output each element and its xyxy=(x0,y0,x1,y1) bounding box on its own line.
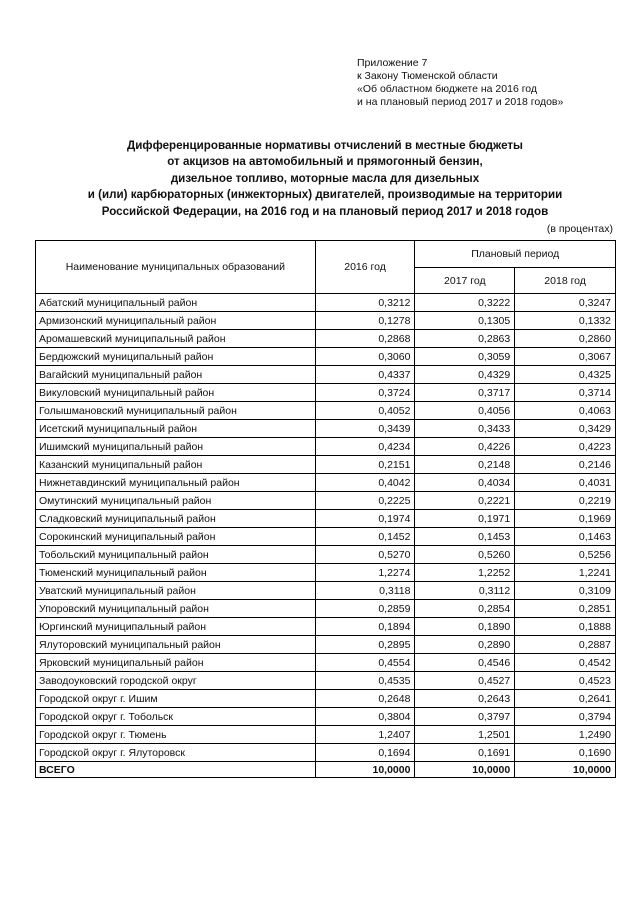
value-2018: 0,3067 xyxy=(515,348,616,366)
value-2017: 0,5260 xyxy=(415,546,515,564)
value-2018: 0,1690 xyxy=(515,744,616,762)
value-2016: 0,4234 xyxy=(315,438,415,456)
value-2016: 0,3118 xyxy=(315,582,415,600)
value-2017: 0,1890 xyxy=(415,618,515,636)
value-2018: 0,2146 xyxy=(515,456,616,474)
value-2018: 0,2851 xyxy=(515,600,616,618)
value-2018: 0,3714 xyxy=(515,384,616,402)
header-planned-period: Плановый период xyxy=(415,241,616,268)
value-2017: 1,2501 xyxy=(415,726,515,744)
municipality-name: Казанский муниципальный район xyxy=(36,456,316,474)
value-2018: 0,3794 xyxy=(515,708,616,726)
municipality-name: Городской округ г. Тюмень xyxy=(36,726,316,744)
value-2018: 0,5256 xyxy=(515,546,616,564)
value-2018: 0,1332 xyxy=(515,312,616,330)
value-2017: 0,4034 xyxy=(415,474,515,492)
total-2017: 10,0000 xyxy=(415,762,515,778)
value-2016: 0,3804 xyxy=(315,708,415,726)
value-2018: 0,1463 xyxy=(515,528,616,546)
municipality-name: Городской округ г. Ялуторовск xyxy=(36,744,316,762)
value-2017: 0,2643 xyxy=(415,690,515,708)
table-row xyxy=(36,330,616,348)
table-row xyxy=(36,366,616,384)
value-2017: 0,3222 xyxy=(415,294,515,312)
value-2017: 0,4527 xyxy=(415,672,515,690)
value-2016: 0,4337 xyxy=(315,366,415,384)
value-2017: 0,2890 xyxy=(415,636,515,654)
value-2018: 0,4063 xyxy=(515,402,616,420)
value-2016: 0,2648 xyxy=(315,690,415,708)
table-row xyxy=(36,402,616,420)
value-2018: 0,1888 xyxy=(515,618,616,636)
value-2017: 0,3717 xyxy=(415,384,515,402)
value-2016: 0,2151 xyxy=(315,456,415,474)
value-2017: 1,2252 xyxy=(415,564,515,582)
value-2016: 0,5270 xyxy=(315,546,415,564)
municipality-name: Юргинский муниципальный район xyxy=(36,618,316,636)
value-2016: 0,1452 xyxy=(315,528,415,546)
municipality-name: Уватский муниципальный район xyxy=(36,582,316,600)
table-row xyxy=(36,708,616,726)
table-row xyxy=(36,438,616,456)
value-2018: 0,4031 xyxy=(515,474,616,492)
municipality-name: Аромашевский муниципальный район xyxy=(36,330,316,348)
municipality-name: Ярковский муниципальный район xyxy=(36,654,316,672)
municipality-name: Нижнетавдинский муниципальный район xyxy=(36,474,316,492)
municipality-name: Исетский муниципальный район xyxy=(36,420,316,438)
value-2016: 1,2274 xyxy=(315,564,415,582)
table-row xyxy=(36,510,616,528)
value-2018: 0,4523 xyxy=(515,672,616,690)
document-title xyxy=(40,138,610,220)
value-2016: 0,3439 xyxy=(315,420,415,438)
table-row xyxy=(36,474,616,492)
total-row xyxy=(36,762,616,778)
value-2016: 1,2407 xyxy=(315,726,415,744)
value-2018: 0,4542 xyxy=(515,654,616,672)
header-2016: 2016 год xyxy=(315,241,415,294)
value-2016: 0,4042 xyxy=(315,474,415,492)
value-2017: 0,1971 xyxy=(415,510,515,528)
value-2016: 0,2859 xyxy=(315,600,415,618)
municipality-name: Армизонский муниципальный район xyxy=(36,312,316,330)
table-row xyxy=(36,528,616,546)
municipality-name: Заводоуковский городской округ xyxy=(36,672,316,690)
value-2016: 0,1278 xyxy=(315,312,415,330)
value-2017: 0,3112 xyxy=(415,582,515,600)
table-row xyxy=(36,384,616,402)
table-row xyxy=(36,636,616,654)
title-line: дизельное топливо, моторные масла для дизельных xyxy=(170,171,480,185)
municipality-name: Городской округ г. Тобольск xyxy=(36,708,316,726)
total-2018: 10,0000 xyxy=(515,762,616,778)
table-row xyxy=(36,618,616,636)
value-2017: 0,4329 xyxy=(415,366,515,384)
municipality-name: Абатский муниципальный район xyxy=(36,294,316,312)
appendix-line: и на плановый период 2017 и 2018 годов» xyxy=(357,96,564,108)
value-2016: 0,2868 xyxy=(315,330,415,348)
municipality-name: Упоровский муниципальный район xyxy=(36,600,316,618)
municipality-name: Викуловский муниципальный район xyxy=(36,384,316,402)
value-2018: 0,3429 xyxy=(515,420,616,438)
value-2016: 0,3724 xyxy=(315,384,415,402)
table-row xyxy=(36,420,616,438)
table-row xyxy=(36,582,616,600)
table-row xyxy=(36,690,616,708)
header-name: Наименование муниципальных образований xyxy=(36,241,316,294)
table-row xyxy=(36,546,616,564)
total-label: ВСЕГО xyxy=(36,762,316,778)
value-2017: 0,1453 xyxy=(415,528,515,546)
value-2016: 0,2225 xyxy=(315,492,415,510)
municipality-name: Бердюжский муниципальный район xyxy=(36,348,316,366)
appendix-line: «Об областном бюджете на 2016 год xyxy=(357,83,538,95)
table-row xyxy=(36,672,616,690)
value-2017: 0,1691 xyxy=(415,744,515,762)
value-2018: 0,2860 xyxy=(515,330,616,348)
value-2016: 0,4535 xyxy=(315,672,415,690)
value-2017: 0,4226 xyxy=(415,438,515,456)
value-2016: 0,3212 xyxy=(315,294,415,312)
table-body xyxy=(36,294,616,778)
table-row xyxy=(36,654,616,672)
municipality-name: Ялуторовский муниципальный район xyxy=(36,636,316,654)
value-2017: 0,2148 xyxy=(415,456,515,474)
value-2016: 0,4052 xyxy=(315,402,415,420)
municipality-name: Тюменский муниципальный район xyxy=(36,564,316,582)
table-row xyxy=(36,492,616,510)
table-row xyxy=(36,294,616,312)
title-line: от акцизов на автомобильный и прямогонный бензин, xyxy=(167,155,483,169)
value-2018: 0,2641 xyxy=(515,690,616,708)
municipality-name: Омутинский муниципальный район xyxy=(36,492,316,510)
units-note: (в процентах) xyxy=(546,223,613,235)
title-line: Дифференцированные нормативы отчислений в местные бюджеты xyxy=(127,139,523,152)
value-2017: 0,2863 xyxy=(415,330,515,348)
value-2018: 0,1969 xyxy=(515,510,616,528)
appendix-line: к Закону Тюменской области xyxy=(357,70,498,82)
municipality-name: Голышмановский муниципальный район xyxy=(36,402,316,420)
value-2016: 0,4554 xyxy=(315,654,415,672)
value-2017: 0,2854 xyxy=(415,600,515,618)
table-row xyxy=(36,564,616,582)
value-2018: 0,3109 xyxy=(515,582,616,600)
value-2016: 0,3060 xyxy=(315,348,415,366)
value-2016: 0,1974 xyxy=(315,510,415,528)
title-line: и (или) карбюраторных (инжекторных) двигателей, производимые на территории xyxy=(87,188,563,202)
value-2017: 0,3059 xyxy=(415,348,515,366)
value-2018: 0,4223 xyxy=(515,438,616,456)
value-2017: 0,3797 xyxy=(415,708,515,726)
value-2018: 0,2887 xyxy=(515,636,616,654)
value-2017: 0,3433 xyxy=(415,420,515,438)
value-2016: 0,1694 xyxy=(315,744,415,762)
table-row xyxy=(36,600,616,618)
municipality-name: Вагайский муниципальный район xyxy=(36,366,316,384)
value-2018: 0,3247 xyxy=(515,294,616,312)
table-row xyxy=(36,456,616,474)
value-2016: 0,2895 xyxy=(315,636,415,654)
value-2017: 0,4056 xyxy=(415,402,515,420)
title-line: Российской Федерации, на 2016 год и на плановый период 2017 и 2018 годов xyxy=(101,204,549,218)
appendix-note xyxy=(357,57,563,109)
municipality-name: Сорокинский муниципальный район xyxy=(36,528,316,546)
value-2018: 0,4325 xyxy=(515,366,616,384)
appendix-line: Приложение 7 xyxy=(357,57,428,69)
municipality-name: Тобольский муниципальный район xyxy=(36,546,316,564)
value-2017: 0,4546 xyxy=(415,654,515,672)
table-row xyxy=(36,744,616,762)
municipality-name: Ишимский муниципальный район xyxy=(36,438,316,456)
value-2016: 0,1894 xyxy=(315,618,415,636)
table-row xyxy=(36,726,616,744)
header-2018: 2018 год xyxy=(515,268,616,294)
header-2017: 2017 год xyxy=(415,268,515,294)
total-2016: 10,0000 xyxy=(315,762,415,778)
value-2018: 1,2241 xyxy=(515,564,616,582)
value-2017: 0,1305 xyxy=(415,312,515,330)
value-2018: 1,2490 xyxy=(515,726,616,744)
table-row xyxy=(36,312,616,330)
value-2018: 0,2219 xyxy=(515,492,616,510)
value-2017: 0,2221 xyxy=(415,492,515,510)
municipality-name: Городской округ г. Ишим xyxy=(36,690,316,708)
municipality-name: Сладковский муниципальный район xyxy=(36,510,316,528)
norms-table xyxy=(35,240,616,778)
table-row xyxy=(36,348,616,366)
